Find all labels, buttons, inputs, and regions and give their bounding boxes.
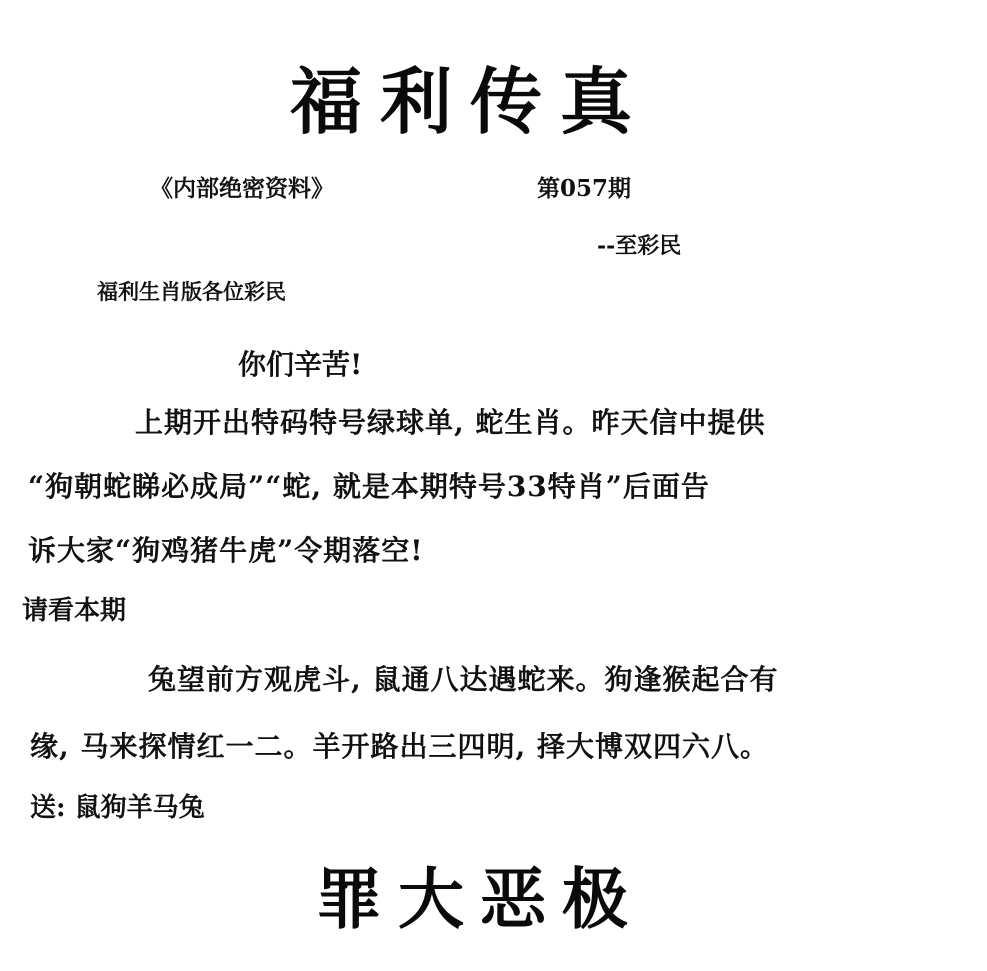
confidential-label: 《内部绝密资料》 (150, 175, 334, 202)
see-this-issue-heading: 请看本期 (22, 596, 127, 626)
footer-title: 罪大恶极 (316, 860, 644, 938)
poem-line: 缘, 马来探情红一二。羊开路出三四明, 择大博双四六八。 (30, 730, 769, 763)
document-title: 福利传真 (289, 59, 650, 144)
paragraph-line: 上期开出特码特号绿球单, 蛇生肖。昨天信中提供 (135, 406, 766, 439)
greeting: 福利生肖版各位彩民 (97, 279, 286, 304)
paragraph-line: 诉大家“狗鸡猪牛虎”令期落空! (28, 534, 424, 567)
issue-number: 第057期 (537, 175, 632, 202)
poem-line: 兔望前方观虎斗, 鼠通八达遇蛇来。狗逢猴起合有 (148, 663, 779, 696)
paragraph-line: “狗朝蛇睇必成局”“蛇, 就是本期特号33特肖”后面告 (28, 470, 710, 503)
attribution: --至彩民 (597, 233, 682, 259)
bonus-line: 送: 鼠狗羊马兔 (30, 793, 205, 823)
salutation: 你们辛苦! (238, 348, 363, 381)
